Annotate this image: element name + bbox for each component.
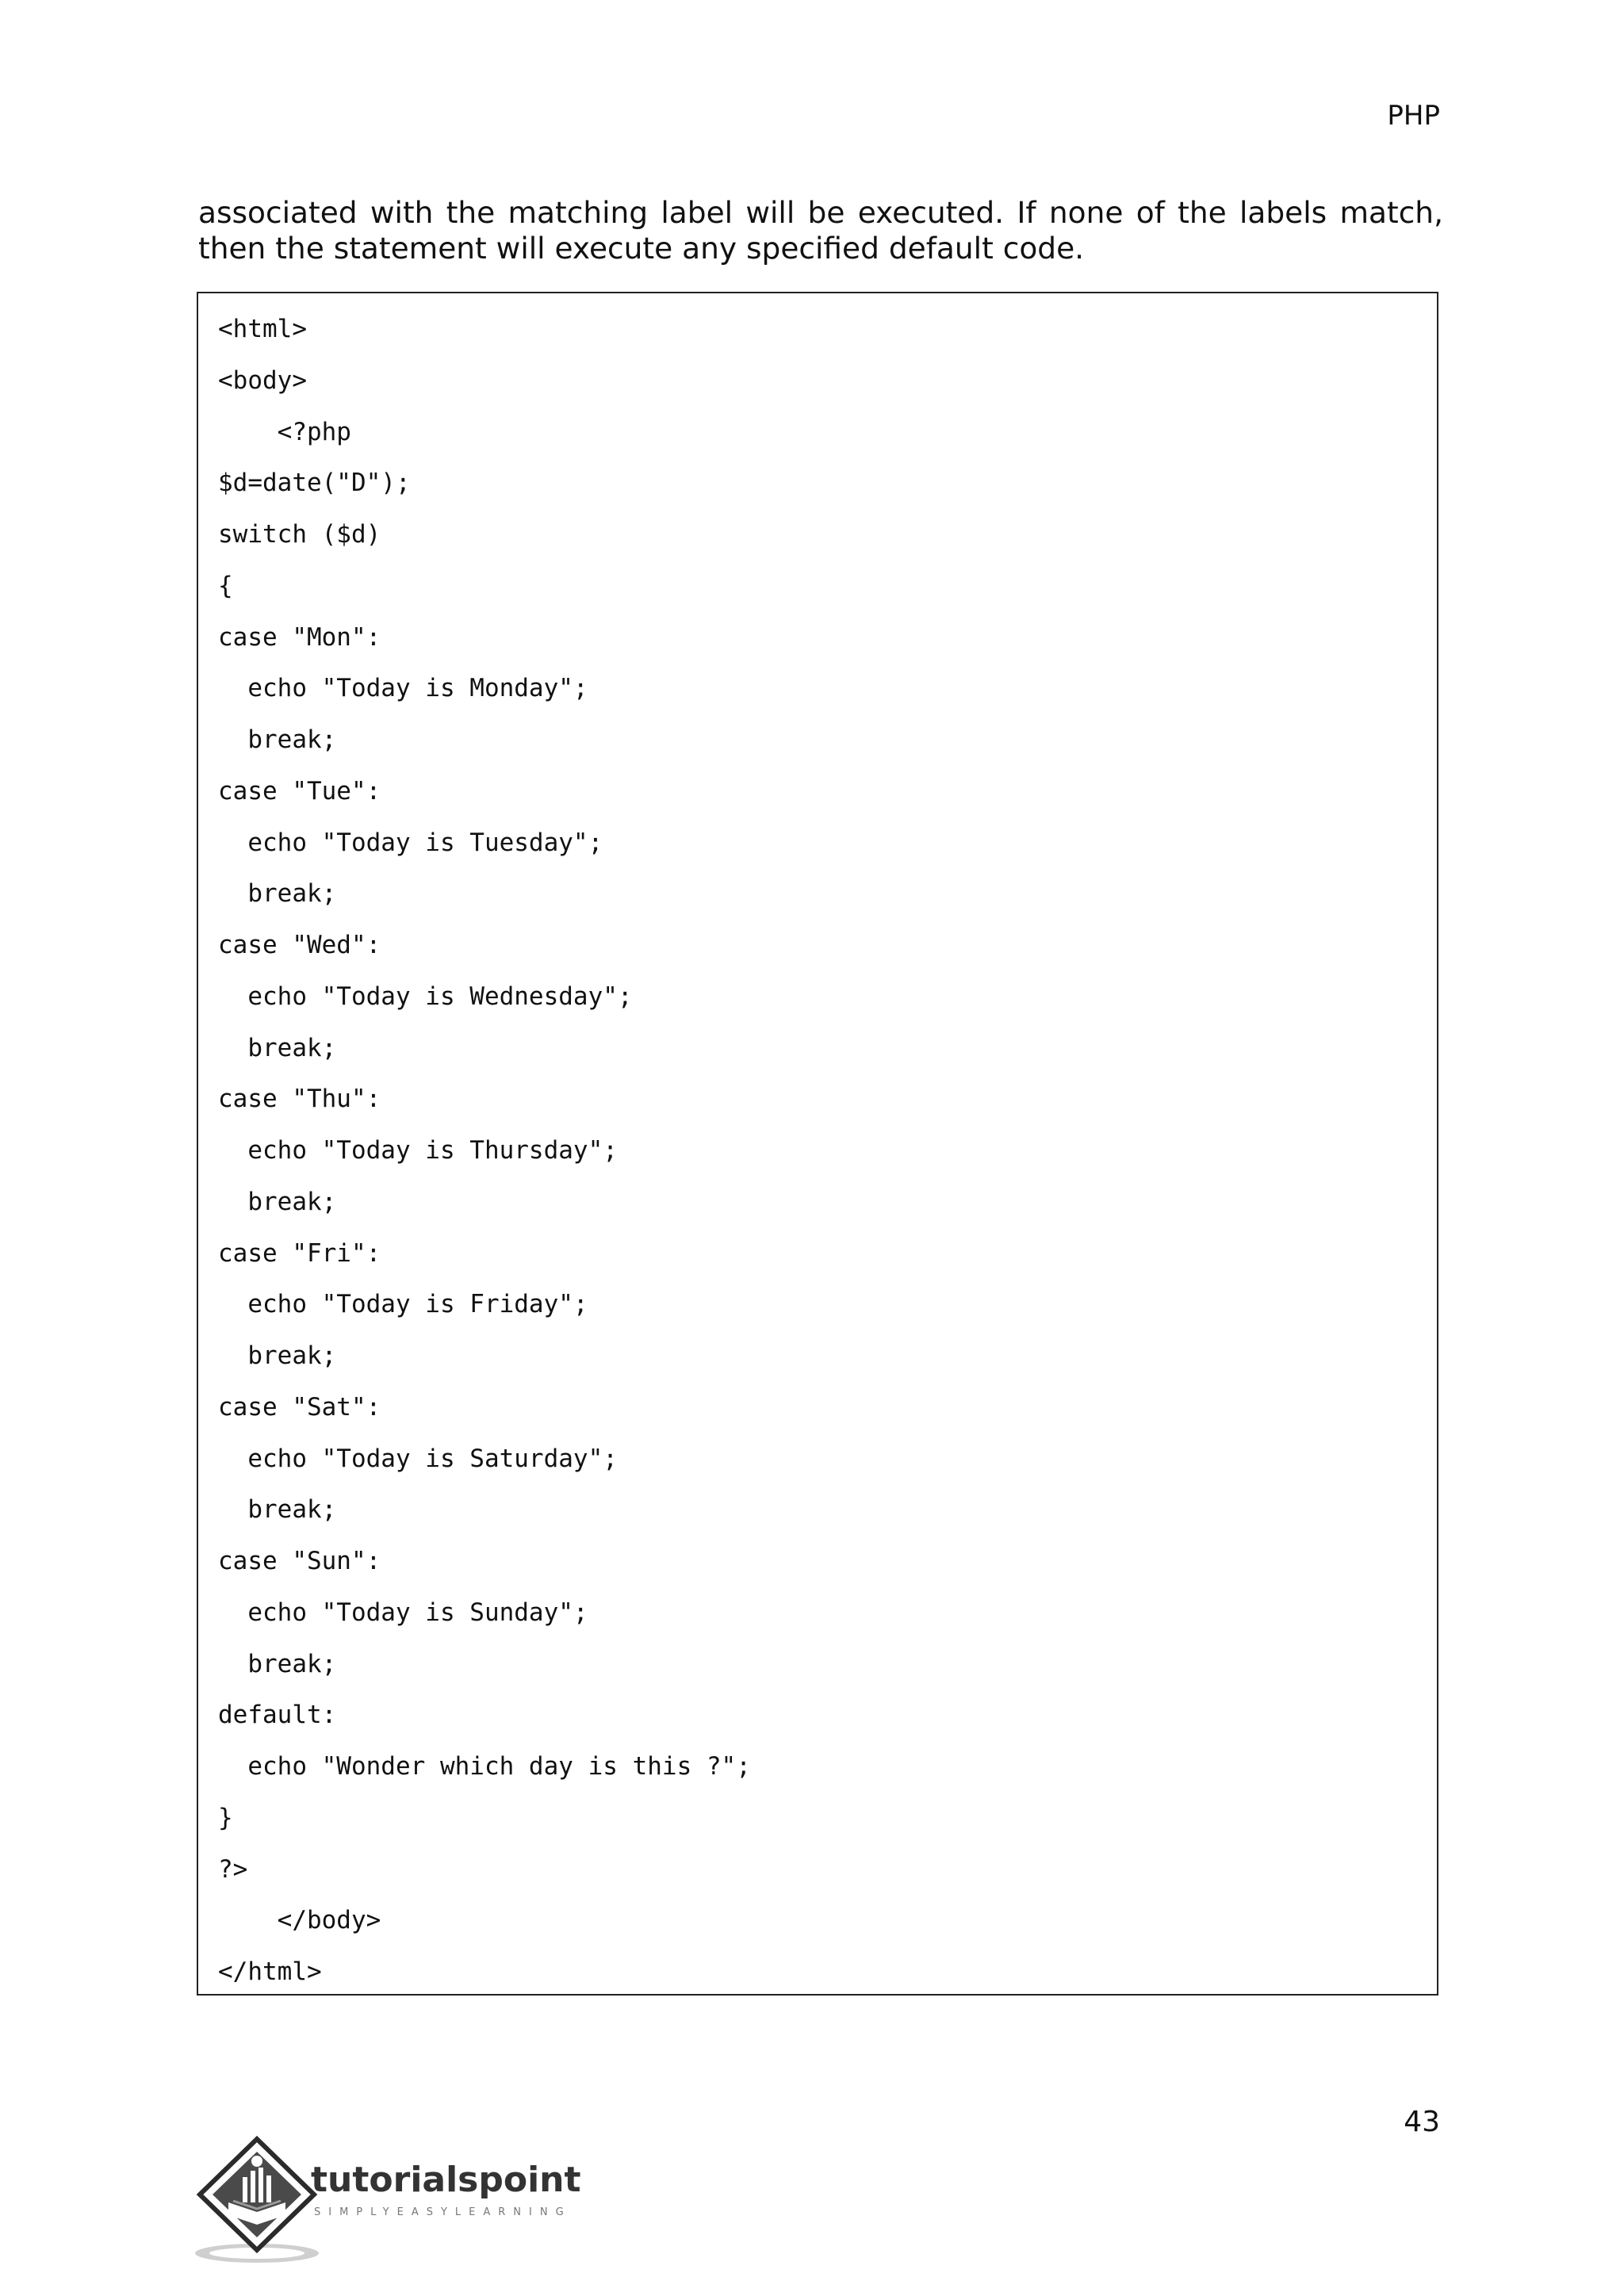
code-line: case "Mon": (218, 622, 381, 652)
logo-diamond-icon (200, 2139, 314, 2250)
code-line: echo "Today is Friday"; (218, 1290, 588, 1319)
logo-tagline: SIMPLYEASYLEARNING (314, 2206, 572, 2218)
code-line: <html> (218, 315, 307, 343)
code-line: case "Sat": (218, 1392, 381, 1422)
code-line: $d=date("D"); (218, 469, 411, 498)
code-line: } (218, 1803, 233, 1832)
code-lines (218, 309, 751, 2003)
code-line: ?> (218, 1854, 248, 1884)
code-line: <?php (218, 417, 351, 446)
code-line: break; (218, 1341, 337, 1370)
code-line: switch ($d) (218, 520, 381, 549)
code-line: echo "Today is Thursday"; (218, 1136, 618, 1165)
code-line: break; (218, 1495, 337, 1525)
code-line: echo "Today is Monday"; (218, 674, 588, 703)
code-line: default: (218, 1701, 337, 1730)
code-line: echo "Today is Sunday"; (218, 1598, 588, 1627)
code-line: case "Wed": (218, 931, 381, 959)
code-line: break; (218, 1033, 337, 1062)
code-line: echo "Today is Wednesday"; (218, 982, 633, 1011)
code-line: echo "Today is Tuesday"; (218, 828, 603, 857)
code-line: break; (218, 725, 337, 754)
code-line: { (218, 571, 233, 600)
logo-wordmark: tutorialspoint (311, 2160, 581, 2200)
header-title: PHP (1387, 100, 1440, 132)
page-number: 43 (1404, 2106, 1440, 2138)
code-line: case "Fri": (218, 1238, 381, 1268)
tutorialspoint-logo (193, 2133, 606, 2269)
code-line: case "Sun": (218, 1547, 381, 1575)
code-line: echo "Wonder which day is this ?"; (218, 1752, 751, 1781)
code-line: break; (218, 1187, 337, 1216)
code-line: echo "Today is Saturday"; (218, 1444, 618, 1473)
code-line: break; (218, 1649, 337, 1678)
code-line: break; (218, 879, 337, 909)
code-line: case "Tue": (218, 776, 381, 806)
code-line: <body> (218, 365, 307, 395)
intro-paragraph: associated with the matching label will be executed. If none of the labels match, then the statement will execute any specified default code. (198, 195, 1443, 266)
code-block (197, 292, 1438, 1996)
code-line: </body> (218, 1906, 381, 1935)
code-line: </html> (218, 1957, 322, 1986)
code-line: case "Thu": (218, 1085, 381, 1114)
